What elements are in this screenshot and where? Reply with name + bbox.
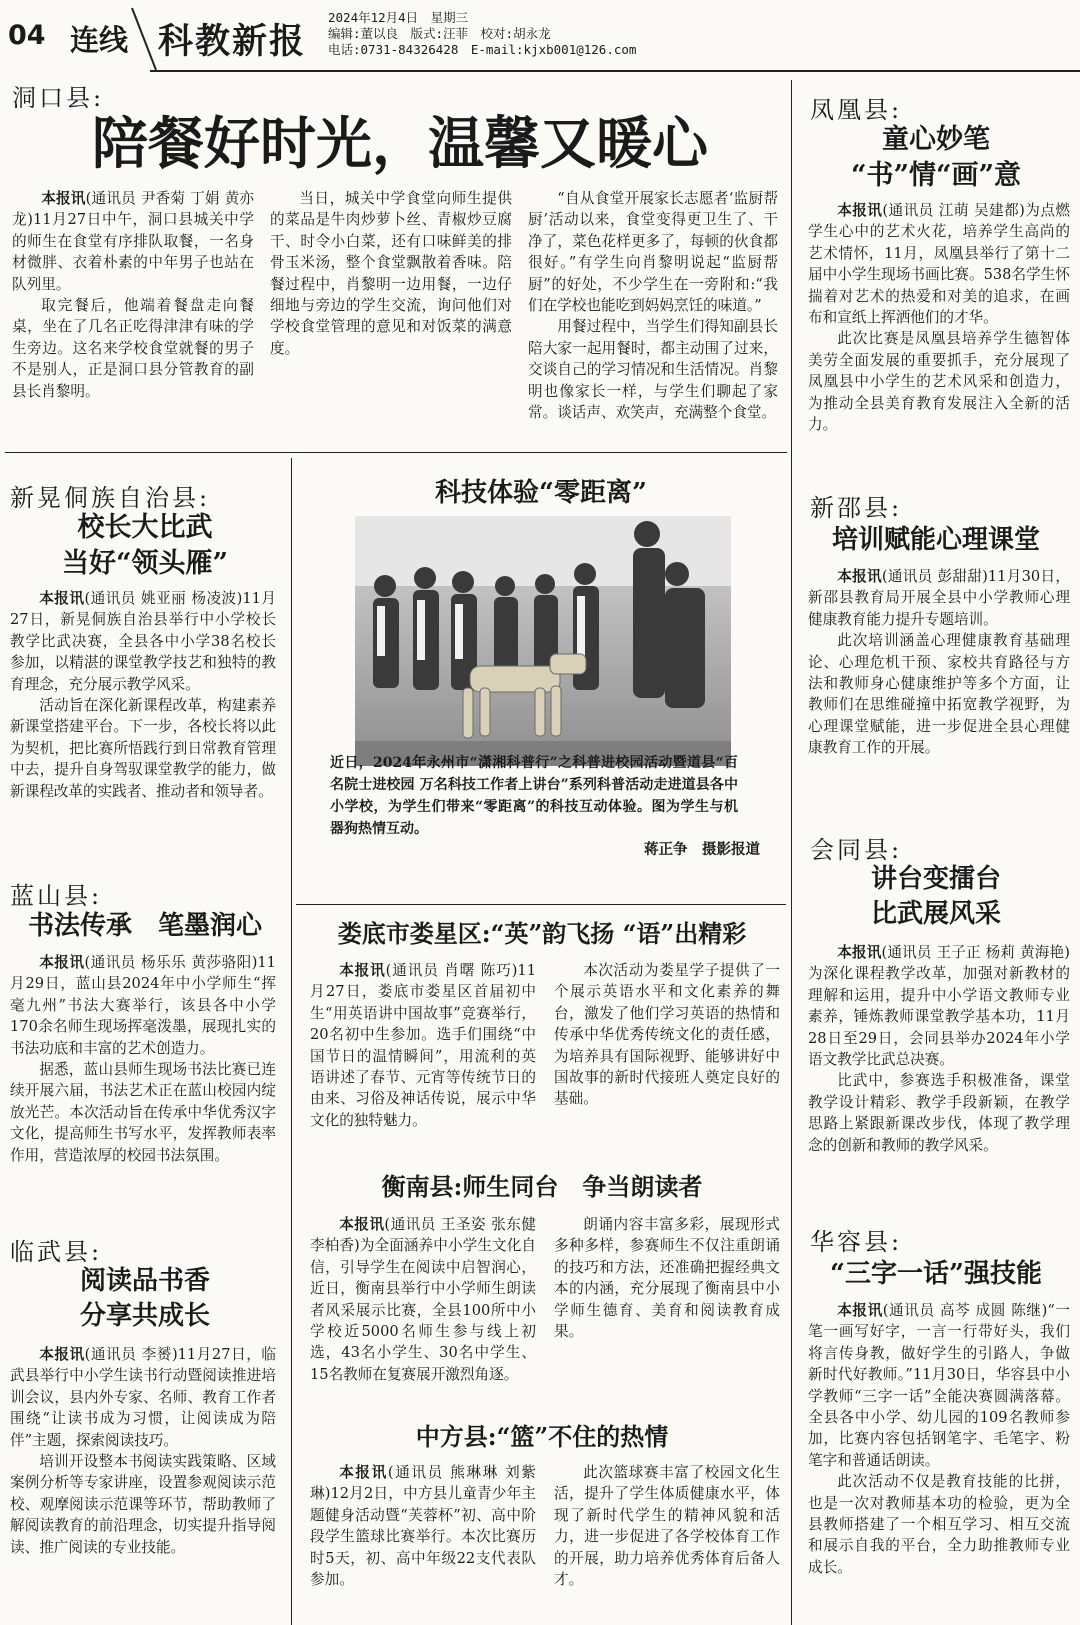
lanshan-para: 据悉，蓝山县师生现场书法比赛已连续开展六届，书法艺术正在蓝山校园内绽放光芒。本次活动旨在传承中华优秀汉字文化，提高师生书写水平，发挥教师表率作用，营造浓厚的校园书法氛围。 [10,1061,276,1164]
masthead-meta [328,10,636,58]
loudi-headline: 娄底市娄星区:“英”韵飞扬 “语”出精彩 [337,919,747,948]
dateline-label: 本报讯 [837,568,882,585]
dateline-label: 本报讯 [39,1346,85,1363]
dateline-label: 本报讯 [837,944,882,961]
xinshao-kicker: 新邵县: [810,494,903,522]
dongkou-kicker: 洞口县: [12,84,105,112]
huitong-para: 比武中，参赛选手积极准备，课堂教学设计精彩、教学手段新颖，在教学思路上紧跟新课改步伐，体现了教学理念的创新和教师的教学风采。 [808,1072,1070,1154]
xinhuang-para: 本报讯(通讯员 姚亚丽 杨凌波)11月27日，新晃侗族自治县举行中小学校长教学比武决赛，全县各中小学38名校长参加，以精湛的课堂教学技艺和独特的教育理念，充分展示教学风采。 [10,590,276,693]
xinshao-body [808,566,1070,818]
dongkou-para: 用餐过程中，当学生们得知副县长陪大家一起用餐时，都主动围了过来，交谈自己的学习情况和生活情况。肖黎明也像家长一样，与学生们聊起了家常。谈话声、欢笑声，充满整个食堂。 [528,318,778,422]
dongkou-col-1 [12,188,254,446]
editors-line: 编辑:董以良 版式:汪菲 校对:胡永龙 [328,26,551,41]
dateline-label: 本报讯 [339,1216,385,1233]
masthead-slash [130,6,160,72]
dongkou-col-2 [270,188,512,446]
huitong-body [808,942,1070,1200]
loudi-para: 本次活动为娄星学子提供了一个展示英语水平和文化素养的舞台，激发了他们学习英语的热情和传承中华优秀传统文化的责任感，为培养具有国际视野、能够讲好中国故事的新时代接班人奠定良好的基础。 [554,962,780,1108]
linwu-headline-2: 分享共成长 [79,1301,210,1331]
loudi-para: 本报讯(通讯员 肖曙 陈巧)11月27日，娄底市娄星区首届初中生“用英语讲中国故事”竞赛举行，20名初中生参加。选手们围绕“中国节日的温情瞬间”，用流利的英语讲述了春节、元宵等传统节日的由来、习俗及神话传说，展示中华文化的独特魅力。 [310,962,536,1129]
zhongfang-para: 此次篮球赛丰富了校园文化生活，提升了学生体质健康水平，体现了新时代学生的精神风貌和活力，进一步促进了各学校体育工作的开展，助力培养优秀体育后备人才。 [554,1464,780,1589]
xinshao-headline: 培训赋能心理课堂 [831,525,1040,555]
dateline-label: 本报讯 [39,590,85,607]
huitong-headline-1: 讲台变擂台 [870,864,1001,894]
xinhuang-para: 活动旨在深化新课程改革，构建素养新课堂搭建平台。下一步，各校长将以此为契机，把比赛所悟践行到日常教育管理中去，提升自身驾驭课堂教学的能力，做新课程改革的实践者、推动者和领导者。 [10,697,276,800]
section-divider [5,452,787,453]
loudi-body [310,960,780,1138]
dateline-label: 本报讯 [41,190,86,207]
huitong-para: 本报讯(通讯员 王子正 杨莉 黄海艳)为深化课程教学改革，加强对新教材的理解和运用，提升中小学语文教师专业素养，锤炼教师课堂教学基本功，11月28日至29日，会同县举办2024年小学语文教学比武总决赛。 [808,944,1070,1069]
photo-illustration [355,516,731,766]
zhongfang-para: 本报讯(通讯员 熊琳琳 刘紫琳)12月2日，中方县儿童青少年主题健身活动暨“芙蓉杯”初、高中阶段学生篮球比赛举行。本次比赛历时5天，初、高中年级22支代表队参加。 [310,1464,536,1589]
linwu-body [10,1344,276,1619]
photo-headline: 科技体验“零距离” [435,478,647,508]
huitong-kicker: 会同县: [810,836,903,864]
column-divider [291,458,292,1625]
dateline-label: 本报讯 [837,202,883,219]
xinhuang-body [10,588,276,853]
fenghuang-headline-2: “书”情“画”意 [850,160,1022,191]
fenghuang-kicker: 凤凰县: [810,96,903,124]
lanshan-para: 本报讯(通讯员 杨乐乐 黄莎骆阳)11月29日，蓝山县2024年中小学师生“挥毫九州”书法大赛举行，该县各中小学170余名师生现场挥毫泼墨，展现扎实的书法功底和丰富的艺术创造力。 [10,954,276,1057]
dateline-label: 本报讯 [339,1464,388,1481]
huitong-headline-2: 比武展风采 [870,899,1001,929]
linwu-headline-1: 阅读品书香 [79,1266,210,1296]
lanshan-headline: 书法传承 笔墨润心 [27,911,262,941]
masthead [0,0,1080,74]
column-divider [791,80,792,1625]
hengnan-para: 朗诵内容丰富多彩，展现形式多种多样，参赛师生不仅注重朗诵的技巧和方法，还准确把握经典文本的内涵，充分展现了衡南县中小学师生德育、美育和阅读教育成果。 [554,1216,780,1341]
dongkou-para: 本报讯(通讯员 尹香菊 丁娟 黄亦龙)11月27日中午，洞口县城关中学的师生在食堂有序排队取餐，一名身材微胖、衣着朴素的中年男子也站在队列里。 [12,190,254,293]
dongkou-para: “自从食堂开展家长志愿者‘监厨帮厨’活动以来，食堂变得更卫生了、干净了，菜色花样更多了，每顿的伙食都很好。”有学生向肖黎明说起“监厨帮厨”的好处，不少学生在一旁附和:“我们在学校也能吃到妈妈烹饪的味道。” [528,190,778,315]
fenghuang-para: 此次比赛是凤凰县培养学生德智体美劳全面发展的重要抓手，充分展现了凤凰县中小学生的艺术风采和创造力，为推动全县美育教育发展注入全新的活力。 [808,330,1070,434]
photo-caption: 近日，2024年永州市“潇湘科普行”之科普进校园活动暨道县“百名院士进校园 万名科技工作者上讲台”系列科普活动走进道县各中小学校，为学生们带来“零距离”的科技互动体验。图为学生与机器狗热情互动。 [330,755,738,837]
huarong-body [808,1300,1070,1620]
huarong-kicker: 华容县: [810,1228,903,1256]
xinhuang-headline-2: 当好“领头雁” [61,548,229,579]
dateline-label: 本报讯 [837,1302,883,1319]
dateline-label: 本报讯 [39,954,85,971]
dongkou-para: 当日，城关中学食堂向师生提供的菜品是牛肉炒萝卜丝、青椒炒豆腐干、时令小白菜，还有口味鲜美的排骨玉米汤，整个食堂飘散着香味。陪餐过程中，肖黎明一边用餐，一边仔细地与旁边的学生交流，询问他们对学校食堂管理的意见和对饭菜的满意度。 [270,190,512,357]
dateline-label: 本报讯 [339,962,386,979]
contact-line: 电话:0731-84326428 E-mail:kjxb001@126.com [328,42,637,57]
fenghuang-para: 本报讯(通讯员 江萌 吴建都)为点燃学生心中的艺术火花，培养学生高尚的艺术情怀，11月，凤凰县举行了第十二届中小学生现场书画比赛。538名学生怀揣着对艺术的热爱和对美的追求，在画布和宣纸上挥洒他们的才华。 [808,202,1070,327]
photo-credit: 蒋正争 摄影报道 [644,841,760,858]
date-line: 2024年12月4日 星期三 [328,10,469,25]
masthead-rule [150,70,1080,72]
photo-robot-dog [355,516,731,766]
hengnan-para: 本报讯(通讯员 王圣姿 张东健 李柏香)为全面涵养中小学生文化自信，引导学生在阅读中启智润心，近日，衡南县举行中小学师生朗读者风采展示比赛，全县100所中小学校近5000名师生参与线上初选，43名小学生、30名中学生、15名教师在复赛展开激烈角逐。 [310,1216,536,1383]
linwu-kicker: 临武县: [10,1238,103,1266]
page-number: 04 [8,20,46,51]
hengnan-headline: 衡南县:师生同台 争当朗读者 [381,1172,703,1201]
hengnan-body [310,1214,780,1404]
fenghuang-headline-1: 童心妙笔 [882,124,990,155]
zhongfang-headline: 中方县:“篮”不住的热情 [415,1422,669,1451]
lanshan-kicker: 蓝山县: [10,882,103,910]
dongkou-col-3 [528,188,778,446]
lanshan-body [10,952,276,1207]
zhongfang-body [310,1462,780,1620]
xinhuang-headline-1: 校长大比武 [77,512,213,543]
xinshao-para: 此次培训涵盖心理健康教育基础理论、心理危机干预、家校共育路径与方法和教师身心健康维护等多个方面，让教师们在思维碰撞中拓宽教学视野，为心理课堂赋能，进一步促进全县心理健康教育工作的开展。 [808,632,1070,757]
xinshao-para: 本报讯(通讯员 彭甜甜)11月30日，新邵县教育局开展全县中小学教师心理健康教育能力提升专题培训。 [808,568,1070,628]
huarong-headline: “三字一话”强技能 [830,1259,1042,1289]
fenghuang-body [808,200,1070,468]
dongkou-headline: 陪餐好时光，温馨又暖心 [92,111,708,177]
section-divider [296,904,786,905]
xinhuang-kicker: 新晃侗族自治县: [10,484,211,512]
dongkou-para: 取完餐后，他端着餐盘走向餐桌，坐在了几名正吃得津津有味的学生旁边。这名来学校食堂就餐的男子不是别人，正是洞口县分管教育的副县长肖黎明。 [12,297,254,400]
huarong-para: 此次活动不仅是教育技能的比拼，也是一次对教师基本功的检验，更为全县教师搭建了一个相互学习、相互交流和展示自我的平台，全力助推教师专业成长。 [808,1473,1070,1576]
huarong-para: 本报讯(通讯员 高芩 成圆 陈继)“一笔一画写好字，一言一行带好头，我们将言传身教，做好学生的引路人，争做新时代好教师。”11月30日，华容县中小学教师“三字一话”全能决赛圆满落幕。全县各中小学、幼儿园的109名教师参加，比赛内容包括钢笔字、毛笔字、粉笔字和普通话朗读。 [808,1302,1070,1469]
linwu-para: 培训开设整本书阅读实践策略、区域案例分析等专家讲座，设置参观阅读示范校、观摩阅读示范课等环节，帮助教师了解阅读教育的前沿理念，切实提升指导阅读、推广阅读的专业技能。 [10,1453,276,1556]
linwu-para: 本报讯(通讯员 李赟)11月27日，临武县举行中小学生读书行动暨阅读推进培训会议，县内外专家、名师、教育工作者围绕“让读书成为习惯，让阅读成为陪伴”主题，探索阅读技巧。 [10,1346,276,1449]
section-name: 连线 [70,23,129,57]
paper-name: 科教新报 [158,21,307,62]
